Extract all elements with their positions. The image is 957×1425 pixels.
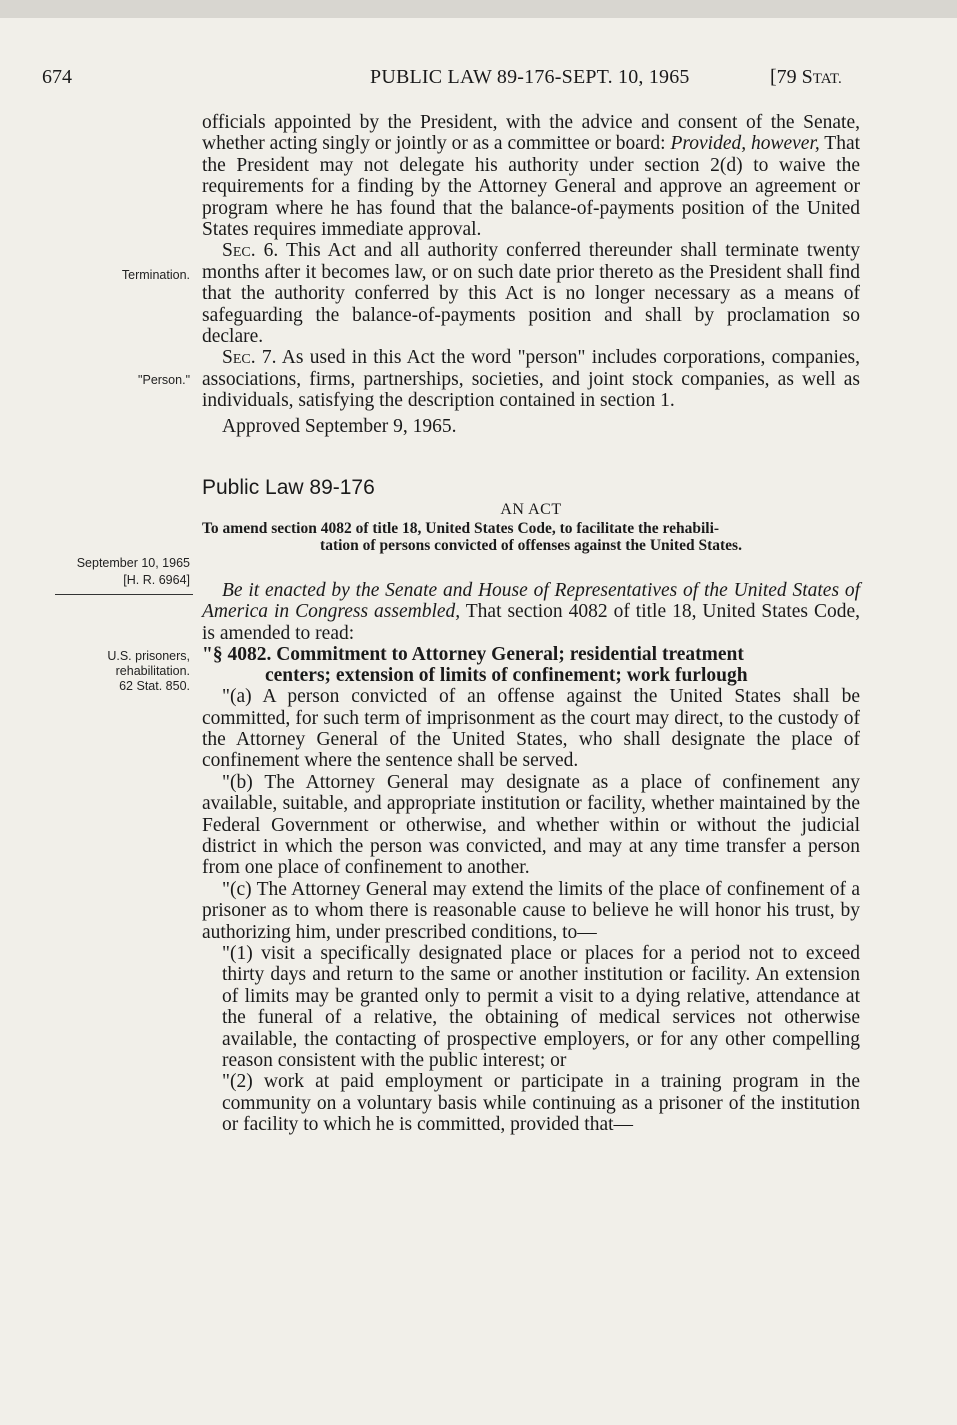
margin-note-bill: [H. R. 6964] — [123, 573, 190, 587]
subsection-c: "(c) The Attorney General may extend the limits of the place of confinement of a prisoner as to whom there is reasonable cause to believe he will honor his trust, by authorizing him, under prescribed conditions, to— — [202, 878, 860, 943]
act-purpose: To amend section 4082 of title 18, United States Code, to facilitate the rehabili- tation of persons convicted of offenses against the United States. — [202, 519, 742, 554]
section-heading: "§ 4082. Commitment to Attorney General; residential treatment centers; extension of limits of confinement; work furlough — [202, 644, 748, 687]
margin-note-person: "Person." — [138, 373, 190, 387]
section-6: Sec. 6. This Act and all authority conferred thereunder shall terminate twenty months after it becomes law, or on such date prior thereto as the President shall find that the authority conferred by this Act is no longer necessary as a means of safeguarding the balance-of-payments position and shall by proclamation so declare. — [202, 240, 860, 348]
margin-note-termination: Termination. — [121, 268, 190, 282]
an-act-label: AN ACT — [500, 500, 562, 518]
page-number: 674 — [42, 66, 72, 88]
subsection-c-2: "(2) work at paid employment or participate in a training program in the community on a voluntary basis while continuing as a prisoner of the institution or facility to which he is committed, provided that— — [222, 1071, 860, 1136]
margin-note-date: September 10, 1965 — [76, 556, 190, 570]
enacting-clause: Be it enacted by the Senate and House of Representatives of the United States of America in Congress assembled, That section 4082 of title 18, United States Code, is amended to read: — [202, 579, 860, 644]
page-header — [0, 66, 957, 96]
margin-note-topic-2: rehabilitation. — [115, 664, 190, 678]
body-text — [202, 112, 860, 1136]
subsection-c-1: "(1) visit a specifically designated place or places for a period not to exceed thirty days and return to the same or another institution or facility. An extension of limits may be granted only to permit a visit to a dying relative, attendance at the funeral of a relative, the obtaining of medical services not otherwise available, the contacting of prospective employers, or for any other compelling reason consistent with the public interest; or — [222, 943, 860, 1072]
subsection-a: "(a) A person convicted of an offense against the United States shall be committed, for such term of imprisonment as the court may direct, to the custody of the Attorney General of the United States, who shall designate the place of confinement where the sentence shall be served. — [202, 686, 860, 772]
scan-edge — [0, 0, 957, 18]
approval-date: Approved September 9, 1965. — [222, 415, 457, 437]
statute-reference: [79 STAT. — [770, 66, 842, 88]
margin-rule — [55, 594, 193, 595]
public-law-title: Public Law 89-176 — [202, 476, 375, 500]
paragraph-continuation: officials appointed by the President, with the advice and consent of the Senate, whether acting singly or jointly or as a committee or board: Provided, however, That the President may not delegate his authority under section 2(d) to waive the requirements for a finding by the Attorney General and approve an agreement or program where he has found that the balance-of-payments position of the United States requires immediate approval. — [202, 112, 861, 241]
running-title: PUBLIC LAW 89-176-SEPT. 10, 1965 — [370, 66, 690, 88]
subsection-b: "(b) The Attorney General may designate as a place of confinement any available, suitable, and appropriate institution or facility, whether maintained by the Federal Government or otherwise, and whether within or without the judicial district in which the person was convicted, and may at any time transfer a person from one place of confinement to another. — [202, 771, 860, 879]
section-7: Sec. 7. As used in this Act the word "person" includes corporations, companies, associations, firms, partnerships, societies, and joint stock companies, as well as individuals, satisfying the description contained in section 1. — [202, 347, 860, 412]
margin-note-topic-1: U.S. prisoners, — [107, 649, 190, 663]
margin-note-topic-3: 62 Stat. 850. — [119, 679, 190, 693]
